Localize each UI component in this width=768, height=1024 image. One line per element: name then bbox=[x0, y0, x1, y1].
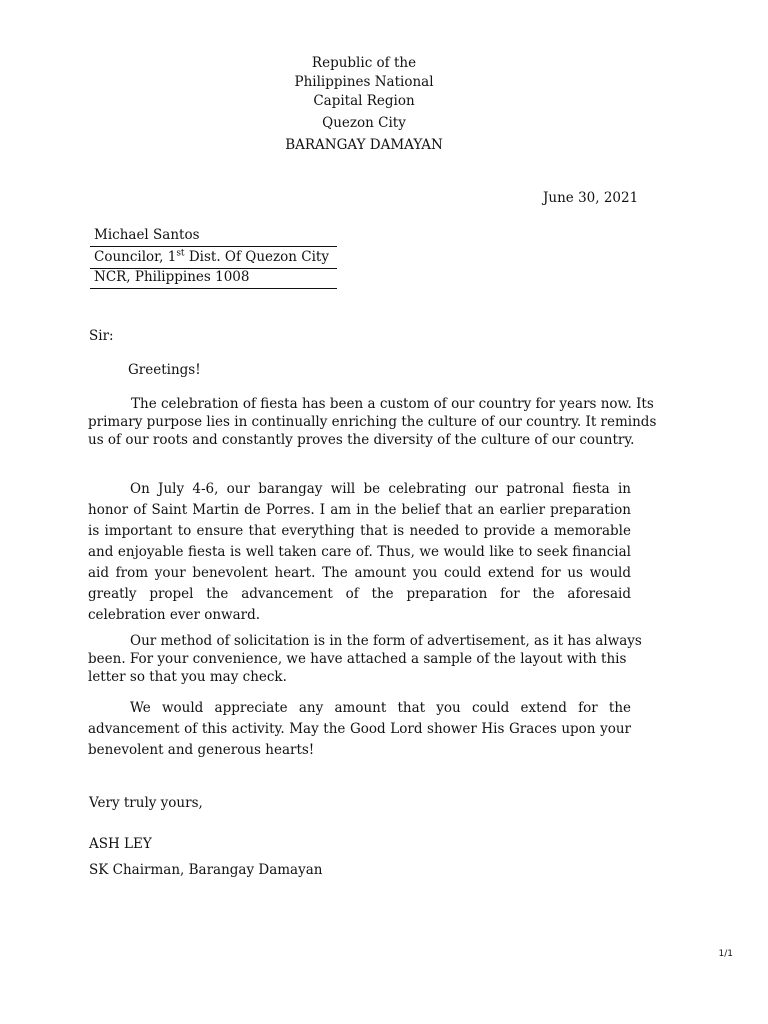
recipient-address-text: NCR, Philippines 1008 bbox=[94, 269, 250, 285]
recipient-title-ordinal: st bbox=[176, 248, 185, 259]
recipient-name bbox=[90, 226, 337, 247]
signatory-name: ASH LEY bbox=[89, 836, 152, 852]
paragraph-1: The celebration of fiesta has been a custom of our country for years now. Its primary purpose lies in continually enriching the culture of our country. It reminds us of our roots and constantly proves the diversity of the culture of our country. bbox=[88, 396, 657, 448]
recipient-title-text bbox=[90, 249, 329, 265]
header-line-republic: Republic of the bbox=[311, 55, 417, 71]
paragraph-4: We would appreciate any amount that you could extend for the advancement of this activity. May the Good Lord shower His Graces upon your benevolent and generous hearts! bbox=[88, 700, 631, 758]
signatory-title: SK Chairman, Barangay Damayan bbox=[89, 862, 323, 878]
greeting: Greetings! bbox=[128, 362, 201, 378]
recipient-title bbox=[90, 248, 337, 269]
header-line-city: Quezon City bbox=[322, 115, 406, 131]
header-line-barangay: BARANGAY DAMAYAN bbox=[285, 137, 443, 153]
recipient-name-text: Michael Santos bbox=[94, 227, 200, 243]
salutation: Sir: bbox=[89, 328, 114, 344]
recipient-title-after: Dist. Of Quezon City bbox=[184, 249, 329, 265]
header-line-capital-region: Capital Region bbox=[313, 93, 415, 109]
recipient-title-before: Councilor, 1 bbox=[94, 249, 177, 265]
page-indicator: 1/1 bbox=[718, 949, 733, 959]
paragraph-3: Our method of solicitation is in the form of advertisement, as it has always been. For your convenience, we have attached a sample of the layout with this letter so that you may check. bbox=[88, 633, 642, 685]
paragraph-2: On July 4-6, our barangay will be celebrating our patronal fiesta in honor of Saint Martin de Porres. I am in the belief that an earlier preparation is important to ensure that everything that is needed to provide a memorable and enjoyable fiesta is well taken care of. Thus, we would like to seek financial aid from your benevolent heart. The amount you could extend for us would greatly propel the advancement of the preparation for the aforesaid celebration ever onward. bbox=[88, 481, 631, 623]
header-line-philippines: Philippines National bbox=[294, 74, 434, 90]
letter-date: June 30, 2021 bbox=[543, 190, 639, 206]
recipient-address bbox=[90, 268, 337, 289]
closing: Very truly yours, bbox=[89, 795, 203, 811]
